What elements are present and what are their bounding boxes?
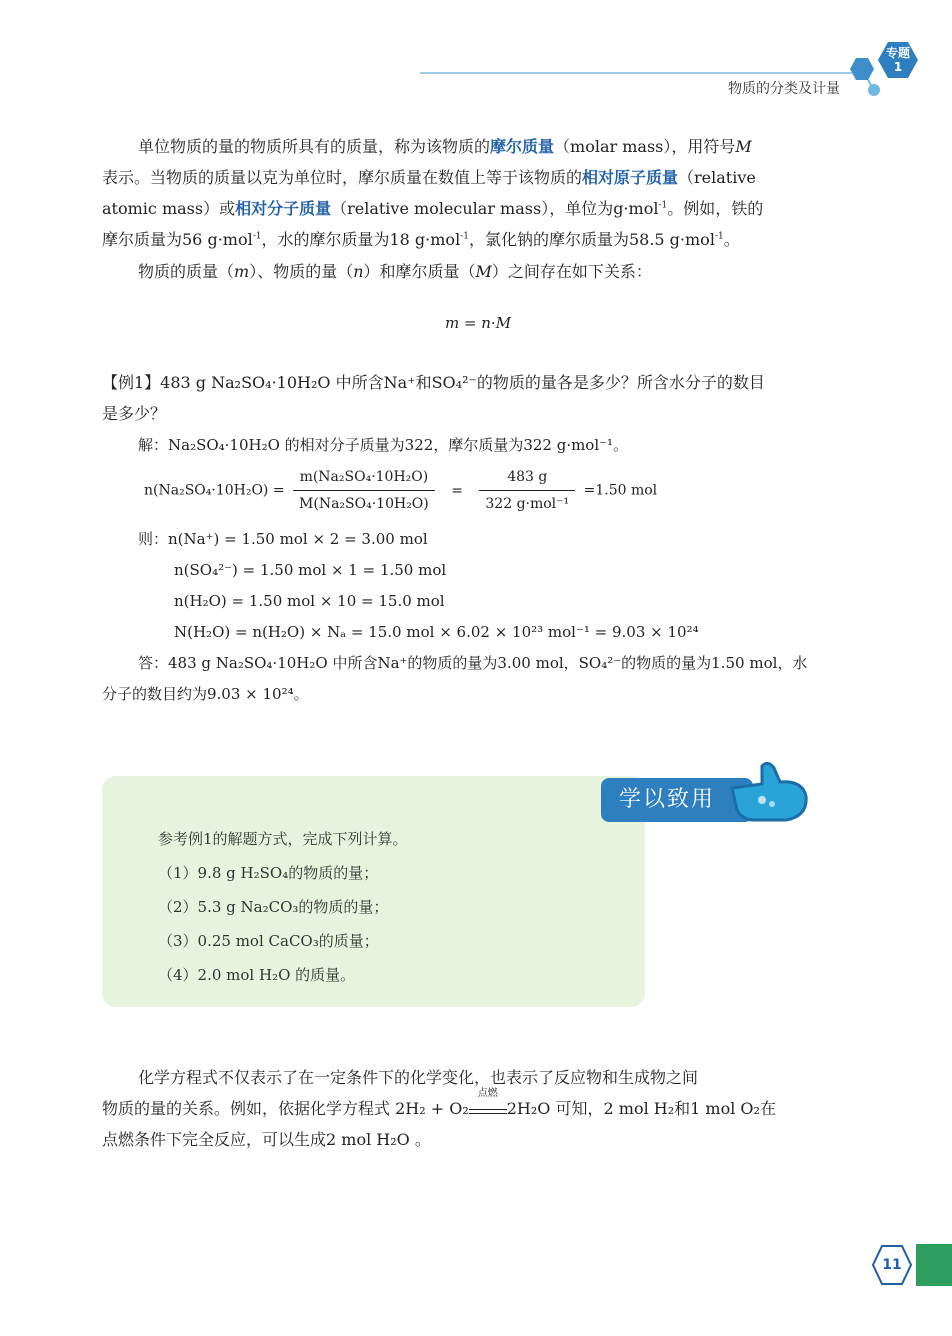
chapter-badge — [878, 46, 918, 74]
para-equation: 化学方程式不仅表示了在一定条件下的化学变化，也表示了反应物和生成物之间 物质的量的关系。例如，依据化学方程式 2H₂ + O₂ 点燃 2H₂O 可知，2 mol H₂和1 mol O₂在 点燃条件下完全反应，可以生成2 mol H₂O 。 — [102, 1062, 854, 1155]
example-then-block: 则：n(Na⁺) = 1.50 mol × 2 = 3.00 mol n(SO₄²⁻) = 1.50 mol × 1 = 1.50 mol n(H₂O) = 1.50 mol × 10 = 15.0 mol N(H₂O) = n(H₂O) × Nₐ = 15.0 mol × 6.02 × 10²³ mol⁻¹ = 9.03 × 10²⁴ — [138, 530, 699, 641]
para1-line2: 表示。当物质的质量以克为单位时，摩尔质量在数值上等于该物质的相对原子质量（relative — [102, 168, 756, 187]
para1-line3: atomic mass）或相对分子质量（relative molecular mass），单位为g·mol$^{-1}$。例如，铁的 — [102, 199, 764, 218]
example-fraction-line: n(Na₂SO₄·10H₂O) = $\frac{\text{m(Na₂SO₄·10H₂O)}}{\text{M(Na₂SO₄·10H₂O)}}$ = $\frac{483 g}{\text{322 g·mol⁻¹}}$ =1.50 mol — [144, 466, 896, 515]
para1-line1: 单位物质的量的物质所具有的质量，称为该物质的摩尔质量（molar mass），用符号M — [138, 137, 752, 156]
para3-line2: 物质的量的关系。例如，依据化学方程式 2H₂ + O₂ 点燃 2H₂O 可知，2 mol H₂和1 mol O₂在 — [102, 1088, 776, 1118]
practice-content — [158, 822, 408, 992]
para-relation: 物质的质量（m）、物质的量（n）和摩尔质量（M）之间存在如下关系： — [138, 262, 652, 281]
example-solution: 解：Na₂SO₄·10H₂O 的相对分子质量为322，摩尔质量为322 g·mol⁻¹。 — [138, 436, 629, 454]
para1-line4: 摩尔质量为56 g·mol$^{-1}$，水的摩尔质量为18 g·mol$^{-1}$，氯化钠的摩尔质量为58.5 g·mol$^{-1}$。 — [102, 230, 740, 249]
reaction-arrow: 点燃 — [469, 1105, 507, 1114]
pointing-hand-icon — [722, 756, 812, 826]
header-title: 物质的分类及计量 — [728, 81, 840, 97]
term-atomic-mass: 相对原子质量 — [582, 168, 679, 187]
para-molar-mass — [102, 131, 854, 255]
practice-item-4: （4）2.0 mol H₂O 的质量。 — [158, 966, 356, 984]
chapter-label: 专题 — [885, 46, 910, 60]
header-rule — [420, 72, 852, 74]
practice-item-1: （1）9.8 g H₂SO₄的物质的量； — [158, 864, 379, 882]
practice-badge: 学以致用 — [601, 778, 753, 822]
fraction-values: $\frac{483 g}{\text{322 g·mol⁻¹}}$ — [479, 466, 575, 515]
example-question: 【例1】483 g Na₂SO₄·10H₂O 中所含Na⁺和SO₄²⁻的物质的量各是多少？所含水分子的数目 是多少？ — [102, 373, 765, 423]
practice-item-2: （2）5.3 g Na₂CO₃的物质的量； — [158, 898, 389, 916]
practice-item-3: （3）0.25 mol CaCO₃的质量； — [158, 932, 379, 950]
page-number: 11 — [882, 1257, 902, 1273]
example-answer: 答：483 g Na₂SO₄·10H₂O 中所含Na⁺的物质的量为3.00 mol，SO₄²⁻的物质的量为1.50 mol，水 分子的数目约为9.03 × 10²⁴。 — [102, 654, 808, 703]
fraction-m-over-M: $\frac{\text{m(Na₂SO₄·10H₂O)}}{\text{M(Na₂SO₄·10H₂O)}}$ — [293, 466, 435, 515]
practice-intro: 参考例1的解题方式，完成下列计算。 — [158, 830, 408, 848]
footer-bar — [916, 1244, 952, 1286]
formula-main: m = n·M — [444, 314, 512, 332]
term-molecular-mass: 相对分子质量 — [235, 199, 332, 218]
term-molar-mass: 摩尔质量 — [490, 137, 555, 156]
chapter-number: 1 — [893, 60, 903, 74]
